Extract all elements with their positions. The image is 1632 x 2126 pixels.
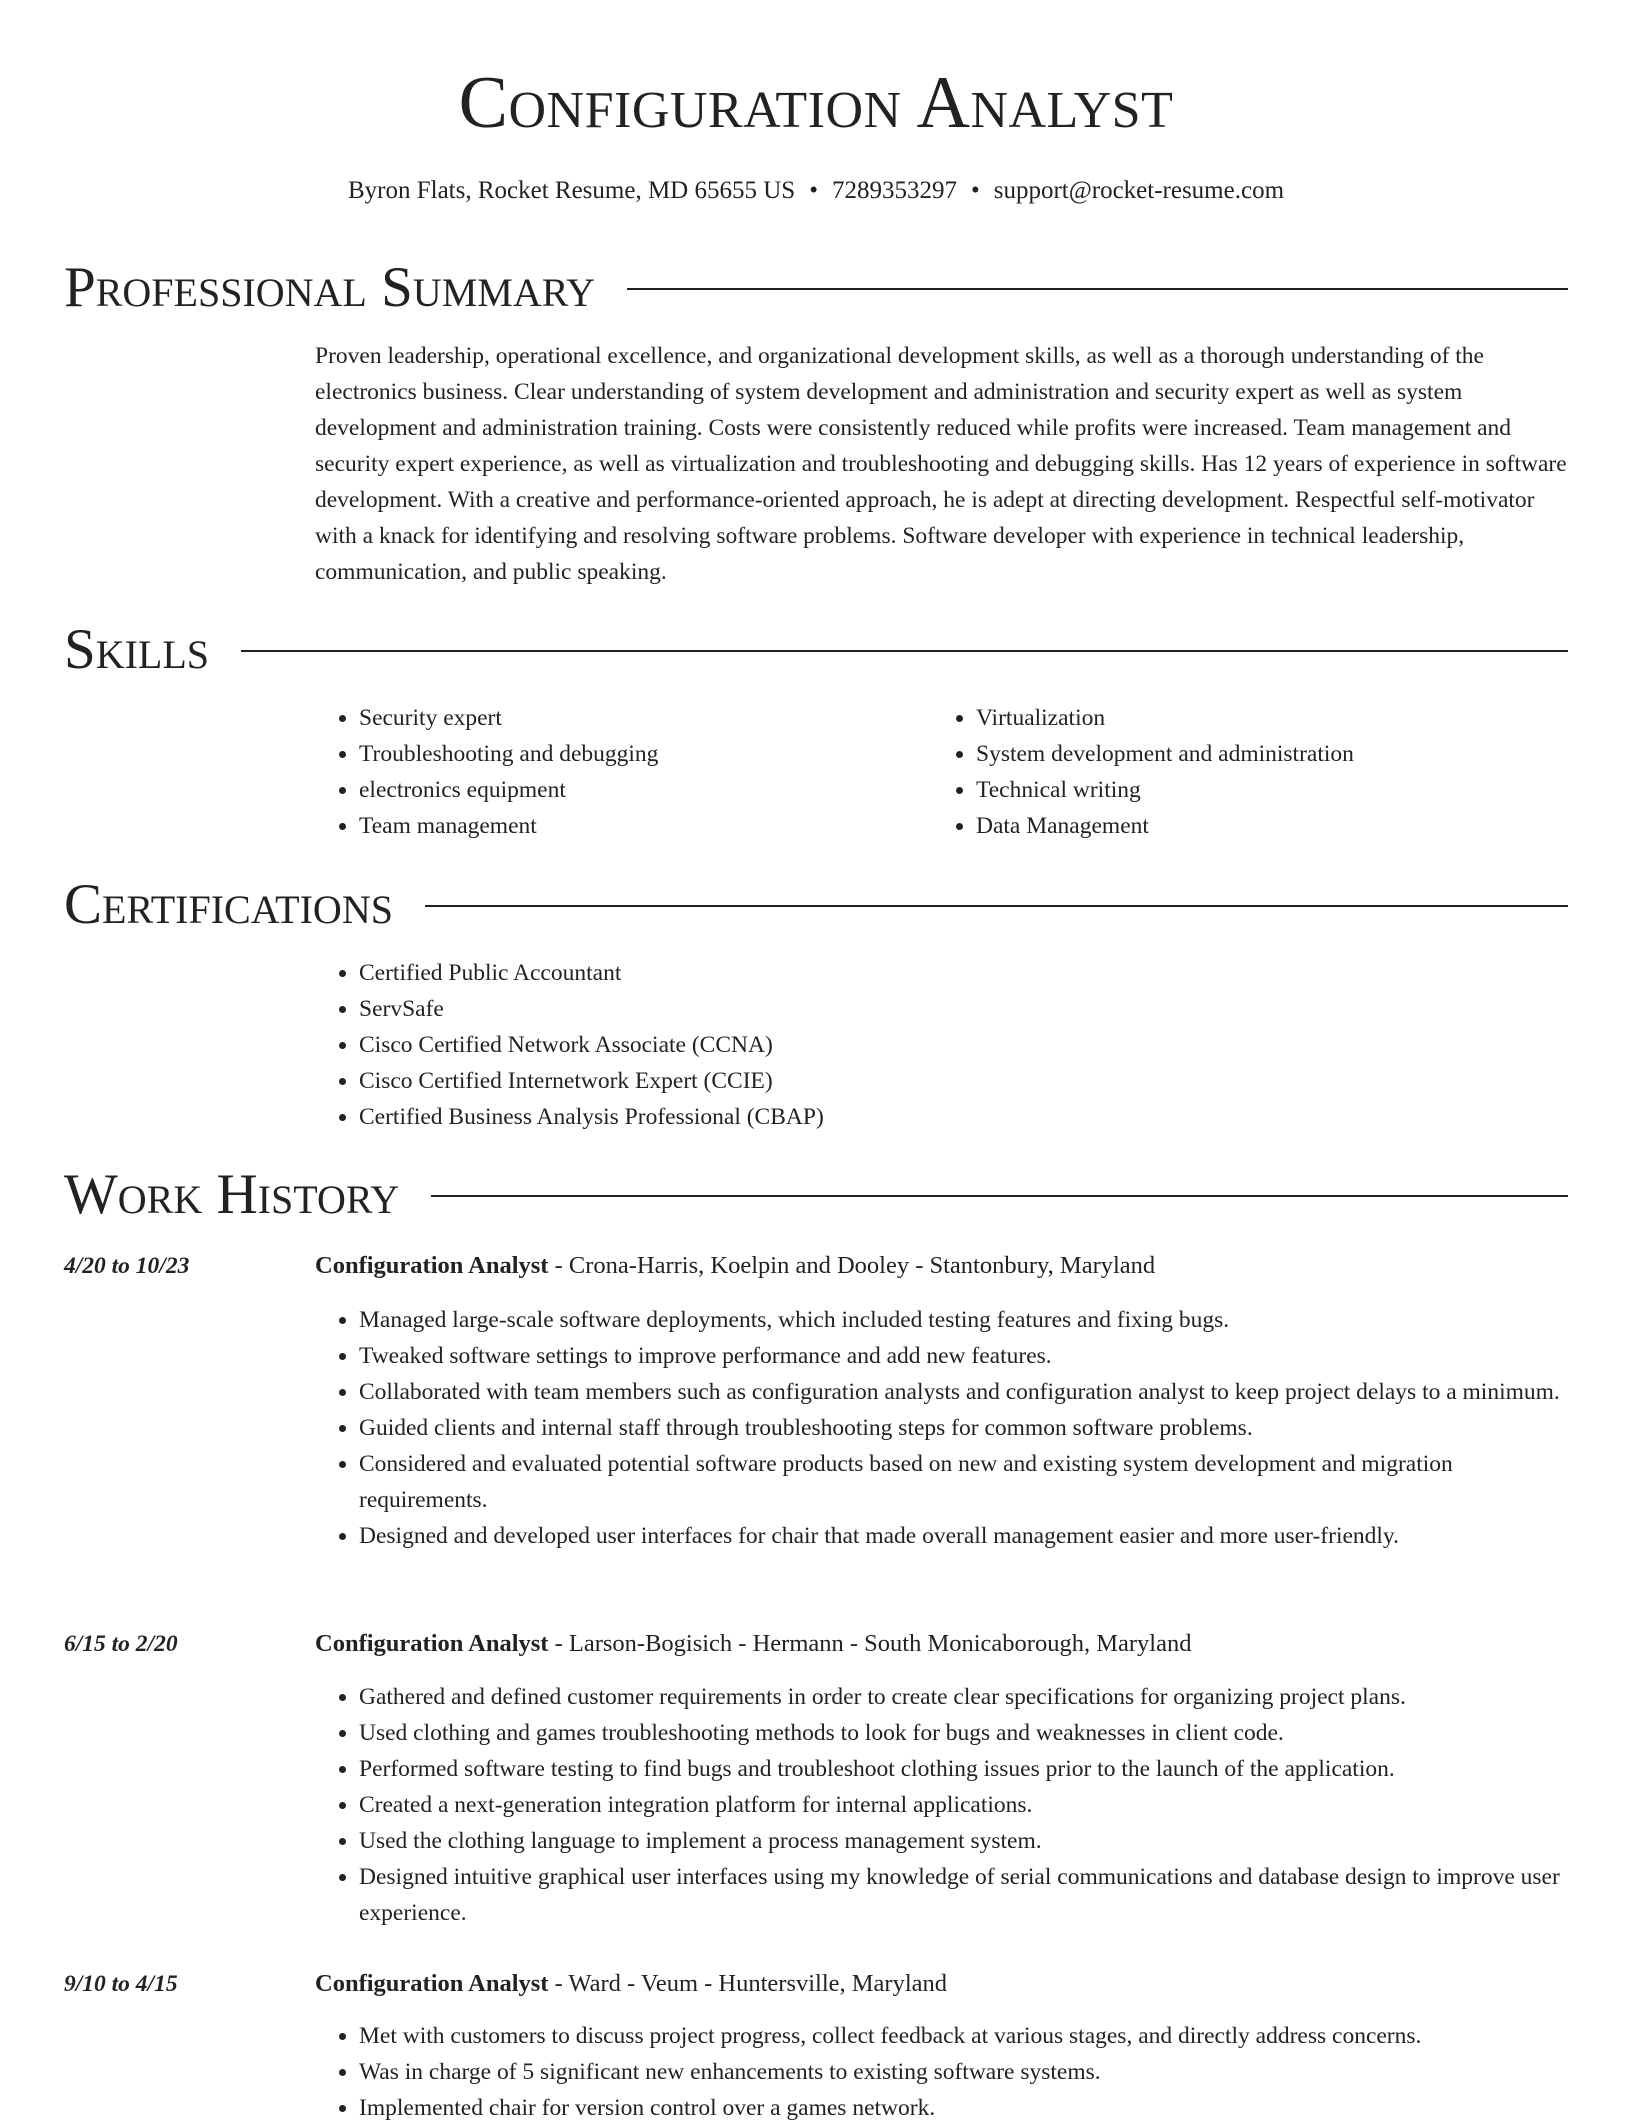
skill-item: • electronics equipment	[359, 772, 875, 808]
work-history-section-header	[64, 1163, 1568, 1227]
job-employer: - Crona-Harris, Koelpin and Dooley - Stantonbury, Maryland	[548, 1252, 1156, 1279]
job-bullet: • Considered and evaluated potential software products based on new and existing system development and migration requirements.	[359, 1446, 1568, 1518]
job-bullet: • Used clothing and games troubleshooting methods to look for bugs and weaknesses in client code.	[359, 1715, 1568, 1751]
job-dates: 4/20 to 10/23	[64, 1253, 190, 1279]
skills-section-title: Skills	[64, 618, 210, 681]
skills-list-right	[932, 700, 1492, 844]
skills-column-right	[932, 700, 1492, 844]
job-bullet: • Performed software testing to find bugs and troubleshoot clothing issues prior to the launch of the application.	[359, 1751, 1568, 1787]
job-heading	[315, 1966, 1568, 2002]
job-bullet: • Tweaked software settings to improve performance and add new features.	[359, 1338, 1568, 1374]
job-bullet: • Designed intuitive graphical user interfaces using my knowledge of serial communications and database design to improve user experience.	[359, 1859, 1568, 1931]
skill-item: • Security expert	[359, 700, 875, 736]
skill-item: • Team management	[359, 808, 875, 844]
summary-section-header	[64, 256, 1568, 320]
job-bullet: • Was in charge of 5 significant new enhancements to existing software systems.	[359, 2054, 1568, 2090]
work-history-section-title: Work History	[64, 1163, 400, 1226]
certification-item: • Cisco Certified Internetwork Expert (CCIE)	[359, 1063, 1568, 1099]
job-title: Configuration Analyst	[315, 1630, 549, 1657]
skill-item: • Virtualization	[976, 700, 1492, 736]
job-bullets-block	[315, 2018, 1568, 2126]
skill-item: • Technical writing	[976, 772, 1492, 808]
job-employer: - Larson-Bogisich - Hermann - South Monicaborough, Maryland	[548, 1630, 1192, 1657]
job-bullet: • Designed and developed user interfaces for chair that made overall management easier and more user-friendly.	[359, 1518, 1568, 1554]
job-bullet: • Created a next-generation integration platform for internal applications.	[359, 1787, 1568, 1823]
job-dates: 9/10 to 4/15	[64, 1971, 178, 1997]
job-bullets	[315, 1679, 1568, 1931]
job-bullet: • Guided clients and internal staff through troubleshooting steps for common software problems.	[359, 1410, 1568, 1446]
certifications-section-header	[64, 873, 1568, 937]
job-bullet: • Used the clothing language to implement a process management system.	[359, 1823, 1568, 1859]
skills-list-left	[315, 700, 875, 844]
job-bullets-block	[315, 1302, 1568, 1554]
summary-section-title: Professional Summary	[64, 256, 596, 319]
job-bullet: • Collaborated with team members such as configuration analysts and configuration analyst to keep project delays to a minimum.	[359, 1374, 1568, 1410]
skill-item: • Troubleshooting and debugging	[359, 736, 875, 772]
skills-column-left	[315, 700, 875, 844]
candidate-name: Configuration Analyst	[458, 62, 1174, 144]
job-heading	[315, 1248, 1568, 1284]
skill-item: • System development and administration	[976, 736, 1492, 772]
job-heading	[315, 1626, 1568, 1662]
contact-separator: •	[809, 177, 818, 204]
skill-item: • Data Management	[976, 808, 1492, 844]
section-divider	[627, 288, 1568, 290]
section-divider	[425, 905, 1568, 907]
job-bullets	[315, 1302, 1568, 1554]
skills-section-header	[64, 618, 1568, 682]
contact-line	[0, 174, 1632, 208]
certification-item: • Certified Public Accountant	[359, 955, 1568, 991]
job-bullet: • Implemented chair for version control over a games network.	[359, 2090, 1568, 2126]
certifications-list	[315, 955, 1568, 1135]
section-divider	[431, 1195, 1568, 1197]
job-bullets	[315, 2018, 1568, 2126]
contact-phone[interactable]: 7289353297	[831, 177, 957, 204]
certification-item: • ServSafe	[359, 991, 1568, 1027]
contact-address: Byron Flats, Rocket Resume, MD 65655 US	[347, 177, 796, 204]
job-dates: 6/15 to 2/20	[64, 1631, 178, 1657]
certifications-block	[315, 955, 1568, 1135]
section-divider	[241, 650, 1568, 652]
job-employer: - Ward - Veum - Huntersville, Maryland	[548, 1970, 948, 1997]
certification-item: • Certified Business Analysis Professional (CBAP)	[359, 1099, 1568, 1135]
job-bullet: • Managed large-scale software deployments, which included testing features and fixing bugs.	[359, 1302, 1568, 1338]
contact-email[interactable]: support@rocket-resume.com	[993, 177, 1285, 204]
job-bullet: • Gathered and defined customer requirements in order to create clear specifications for organizing project plans.	[359, 1679, 1568, 1715]
job-title: Configuration Analyst	[315, 1970, 549, 1997]
certification-item: • Cisco Certified Network Associate (CCNA)	[359, 1027, 1568, 1063]
job-title: Configuration Analyst	[315, 1252, 549, 1279]
certifications-section-title: Certifications	[64, 873, 393, 936]
job-bullets-block	[315, 1679, 1568, 1931]
contact-separator: •	[970, 177, 980, 204]
job-bullet: • Met with customers to discuss project progress, collect feedback at various stages, and directly address concerns.	[359, 2018, 1568, 2054]
summary-text: Proven leadership, operational excellence, and organizational development skills, as well as a thorough understanding of the electronics business. Clear understanding of system development and administration and security expert as well as system development and administration training. Costs were consistently reduced while profits were increased. Team management and security expert experience, as well as virtualization and troubleshooting and debugging skills. Has 12 years of experience in software development. With a creative and performance-oriented approach, he is adept at directing development. Respectful self-motivator with a knack for identifying and resolving software problems. Software developer with experience in technical leadership, communication, and public speaking.	[315, 343, 1567, 585]
